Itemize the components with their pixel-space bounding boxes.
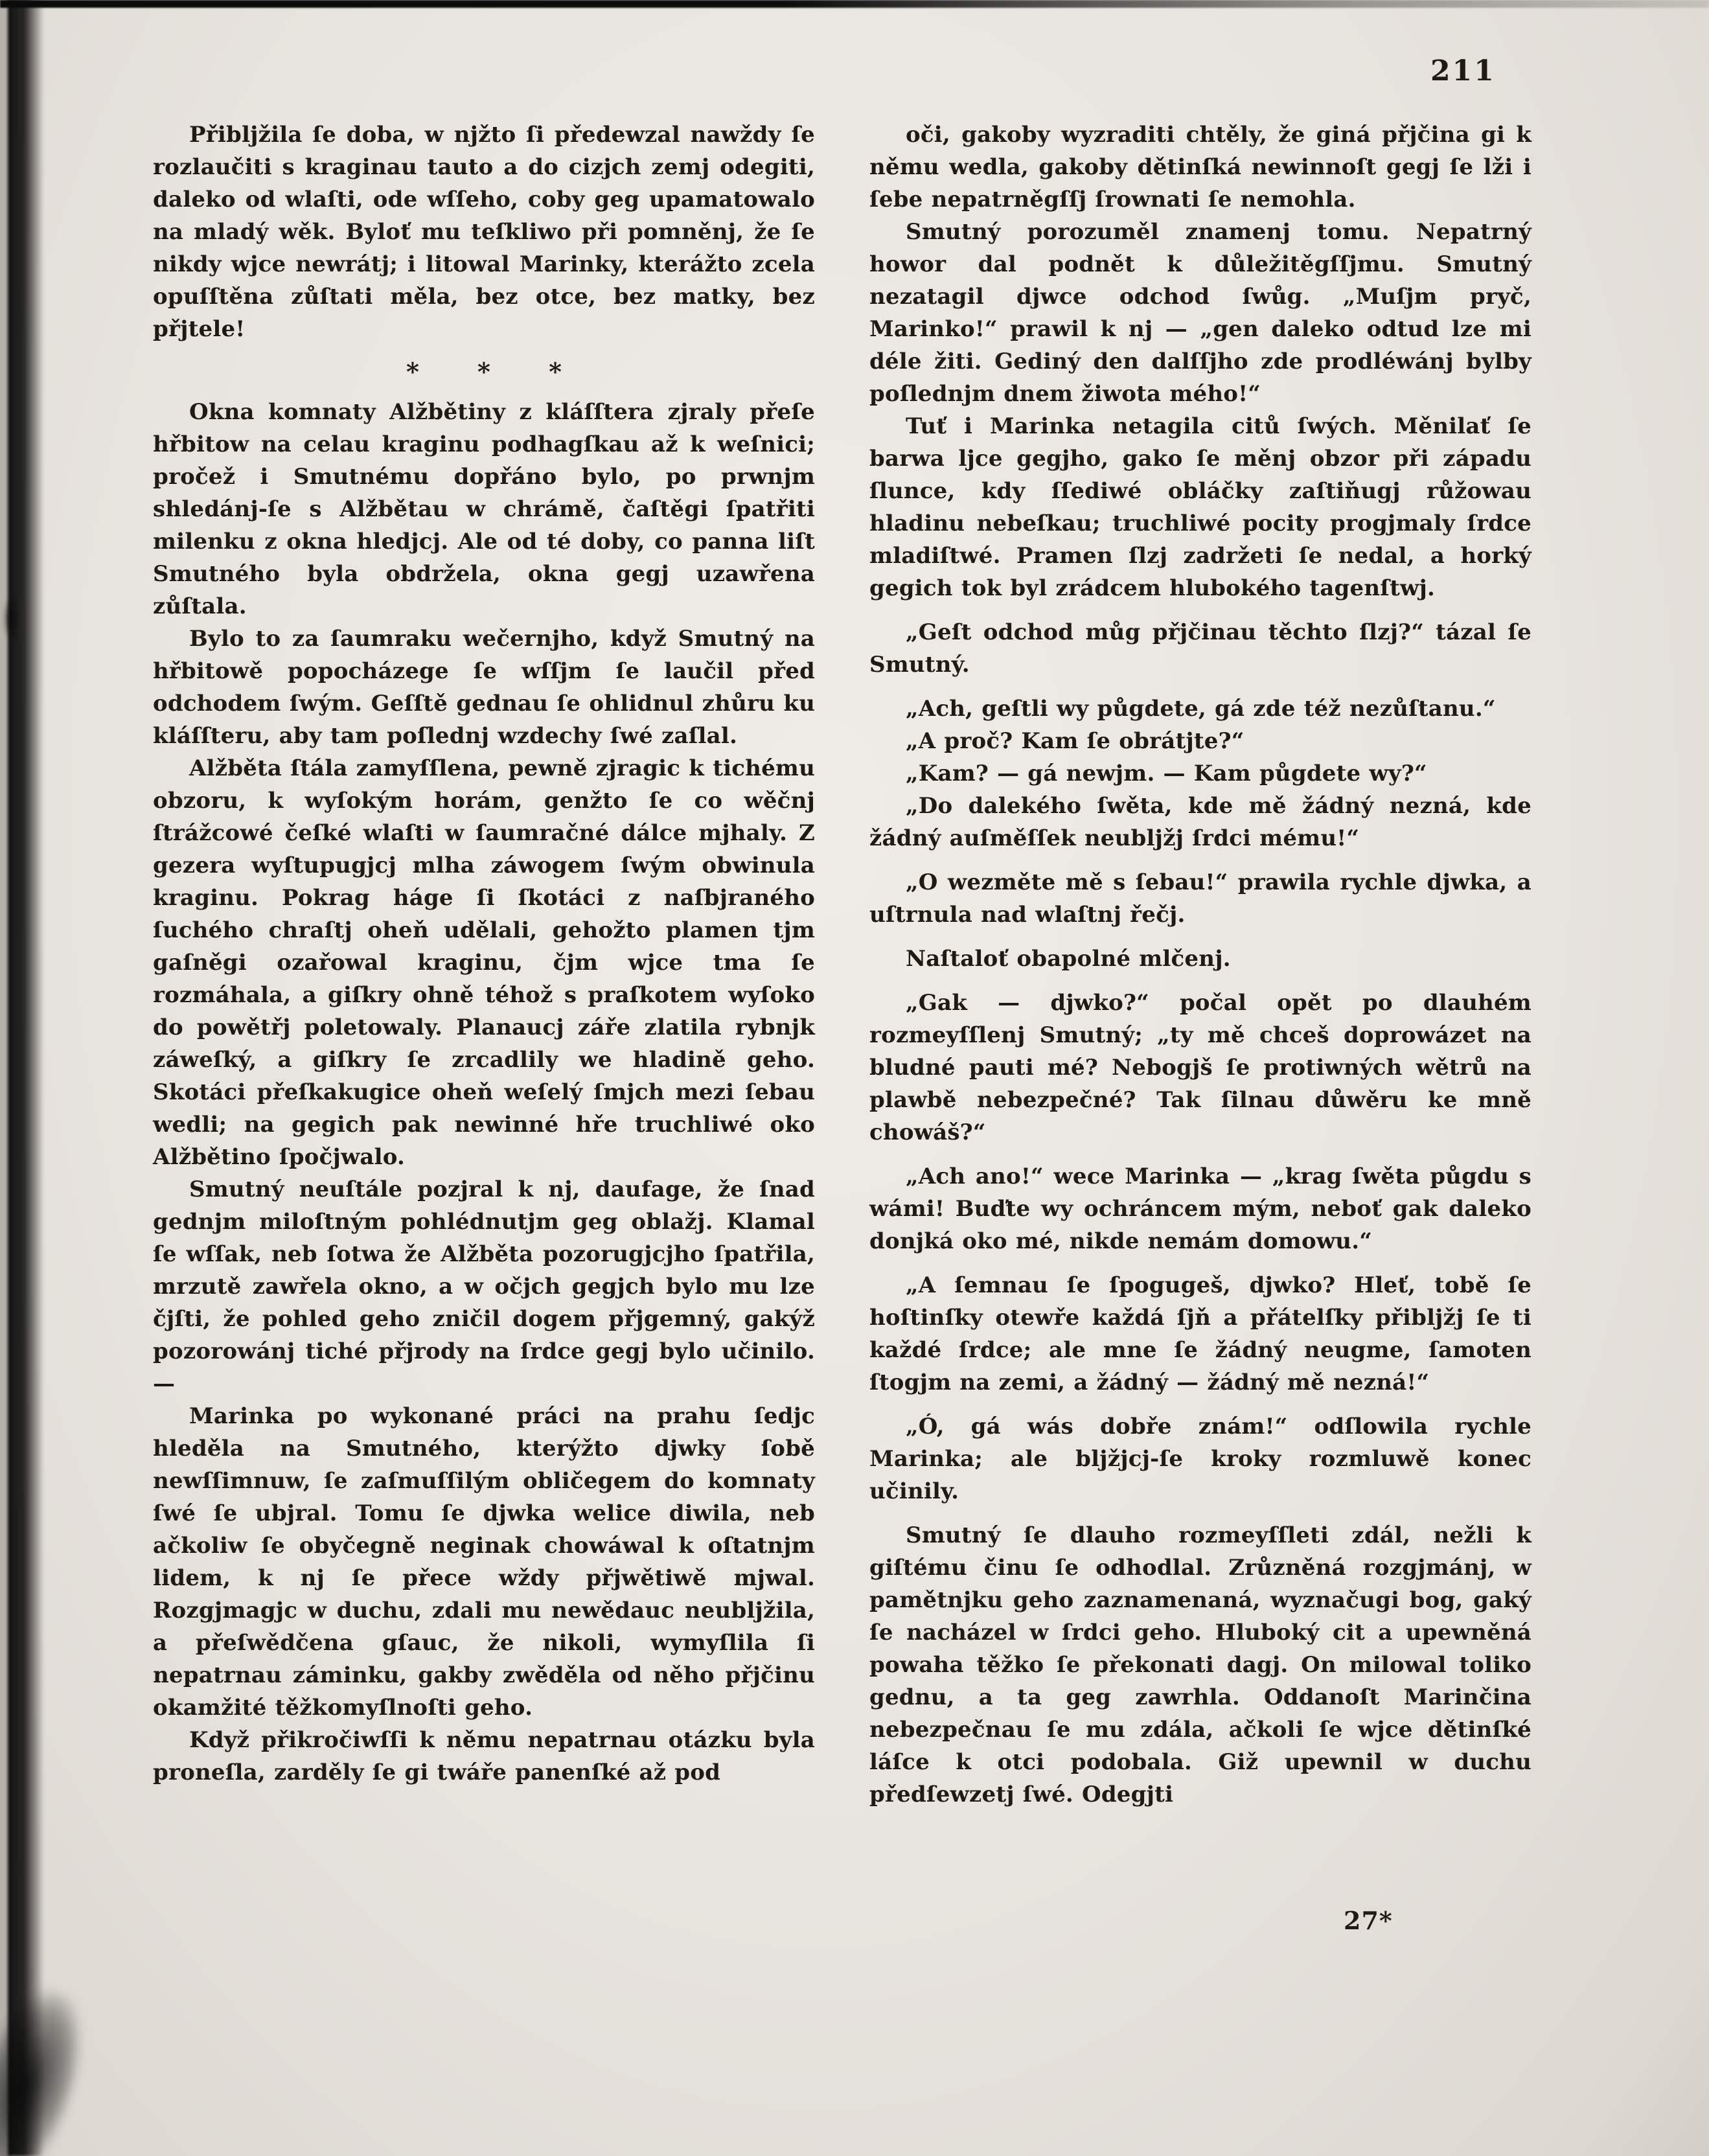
- scan-top-edge-shadow: [0, 0, 1709, 8]
- paragraph: * * *: [406, 357, 587, 386]
- paragraph: „Ó, gá wás dobře znám!“ odſlowila rychle Marinka; ale bljžjcj-ſe kroky rozmluwě konec učinily.: [869, 1414, 1531, 1504]
- paragraph: Marinka po wykonané práci na prahu ſedjc hleděla na Smutného, kterýžto djwky ſobě newſſimnuw, ſe zaſmuſſilým obličegem do komnaty ſwé ſe ubjral. Tomu ſe djwka welice diwila, neb ačkoliw ſe obyčegně neginak chowáwal k oſtatnjm lidem, k nj ſe přece wždy přjwětiwě mjwal. Rozgjmagjc w duchu, zdali mu newědauc neubljžila, a přeſwědčena gſauc, že nikoli, wymyſlila ſi nepatrnau záminku, gakby zwěděla od něho přjčinu okamžité těžkomyſlnoſti geho.: [153, 1403, 815, 1721]
- paragraph: Tuť i Marinka netagila citů ſwých. Měnilať ſe barwa ljce gegjho, gako ſe měnj obzor při západu ſlunce, kdy ſſediwé obláčky zaſtiňugj růžowau hladinu nebeſkau; truchliwé pocity progjmaly ſrdce mladiſtwé. Pramen ſlzj zadržeti ſe nedal, a horký gegich tok byl zrádcem hlubokého tagenſtwj.: [869, 413, 1531, 601]
- paragraph: Bylo to za ſaumraku wečernjho, když Smutný na hřbitowě popocházege ſe wſſjm ſe laučil před odchodem ſwým. Geſſtě gednau ſe ohlidnul zhůru ku kláſſteru, aby tam poſlednj wzdechy ſwé zaſlal.: [153, 626, 815, 749]
- paragraph: „O wezměte mě s ſebau!“ prawila rychle djwka, a uſtrnula nad wlaſtnj řečj.: [869, 869, 1531, 928]
- signature-mark: 27*: [1344, 1906, 1393, 1935]
- paragraph: „Ach ano!“ wece Marinka — „krag ſwěta půgdu s wámi! Buďte wy ochráncem mým, neboť gak daleko donjká oko mé, nikde nemám domowu.“: [869, 1164, 1531, 1254]
- paragraph: Když přikročiwſſi k němu nepatrnau otázku byla proneſla, zarděly ſe gi twáře panenſké až pod: [153, 1727, 815, 1785]
- paragraph: „Gak — djwko?“ počal opět po dlauhém rozmeyſſlenj Smutný; „ty mě chceš doprowázet na bludné pauti mé? Nebogjš ſe protiwných wětrů na plawbě nebezpečné? Tak ſilnau důwěru ke mně chowáš?“: [869, 990, 1531, 1145]
- paragraph: „Do dalekého ſwěta, kde mě žádný nezná, kde žádný auſměſſek neubljžj ſrdci mému!“: [869, 793, 1531, 851]
- paragraph: „Kam? — gá newjm. — Kam půgdete wy?“: [906, 761, 1427, 786]
- paragraph: „Ach, geſtli wy půgdete, gá zde též nezůſtanu.“: [906, 696, 1496, 722]
- paragraph: „Geſt odchod můg přjčinau těchto ſlzj?“ tázal ſe Smutný.: [869, 619, 1531, 678]
- scan-corner-smudge: [0, 1978, 100, 2156]
- paragraph: „A ſemnau ſe ſpogugeš, djwko? Hleť, tobě ſe hoſtinſky otewře každá ſjň a přátelſky přibljžj ſe ti každé ſrdce; ale mne ſe žádný neugme, ſamoten ſtogjm na zemi, a žádný — žádný mě nezná!“: [869, 1272, 1531, 1395]
- paragraph: Alžběta ſtála zamyſſlena, pewně zjragic k tichému obzoru, k wyſokým horám, genžto ſe co wěčnj ſtrážcowé čeſké wlaſti w ſaumračné dálce mjhaly. Z gezera wyſtupugjcj mlha záwogem ſwým obwinula kraginu. Pokrag háge ſi ſkotáci z naſbjraného ſuchého chraſtj oheň udělali, gehožto plamen tjm gaſněgi ozařowal kraginu, čjm wjce tma ſe rozmáhala, a giſkry ohně téhož s praſkotem wyſoko do powětřj poletowaly. Planaucj záře zlatila rybnjk záweſký, a giſkry ſe zrcadlily we hladině geho. Skotáci přeſkakugice oheň weſelý ſmjch mezi ſebau wedli; na gegich pak newinné hře truchliwé oko Alžbětino ſpočjwalo.: [153, 755, 815, 1170]
- paragraph: Okna komnaty Alžbětiny z kláſſtera zjraly přeſe hřbitow na celau kraginu podhagſkau až k weſnici; pročež i Smutnému dopřáno bylo, po prwnjm shledánj-ſe s Alžbětau w chrámě, čaſtěgi ſpatřiti milenku z okna hledjcj. Ale od té doby, co panna liſt Smutného byla obdržela, okna gegj uzawřena zůſtala.: [153, 399, 815, 619]
- paragraph: Smutný porozuměl znamenj tomu. Nepatrný howor dal podnět k důležitěgſſjmu. Smutný nezatagil djwce odchod ſwůg. „Muſjm pryč, Marinko!“ prawil k nj — „gen daleko odtud lze mi déle žiti. Gediný den dalſſjho zde prodléwánj bylby poſlednjm dnem žiwota mého!“: [869, 219, 1531, 407]
- page-number: 211: [1430, 54, 1496, 87]
- left-column: [153, 119, 815, 1811]
- right-column: [869, 119, 1531, 1811]
- paragraph: Smutný neuſtále pozjral k nj, daufage, že ſnad gednjm miloſtným pohlédnutjm geg oblažj. Klamal ſe wſſak, neb ſotwa že Alžběta pozorugjcjho ſpatřila, mrzutě zawřela okno, a w očjch gegjch bylo mu lze čjſti, že pohled geho zničil dogem přjgemný, gakýž pozorowánj tiché přjrody na ſrdce gegj bylo učinilo. —: [153, 1176, 815, 1397]
- paragraph: oči, gakoby wyzraditi chtěly, že giná přjčina gi k němu wedla, gakoby dětinſká newinnoſt gegj ſe lži i ſebe nepatrněgſſj ſrownati ſe nemohla.: [869, 122, 1531, 212]
- paragraph: „A proč? Kam ſe obrátjte?“: [906, 728, 1244, 754]
- text-block: [153, 119, 1531, 1811]
- paragraph: Přibljžila ſe doba, w njžto ſi předewzal nawždy ſe rozlaučiti s kraginau tauto a do cizjch zemj odegiti, daleko od wlaſti, ode wſſeho, coby geg upamatowalo na mladý wěk. Byloť mu teſkliwo při pomněnj, že ſe nikdy wjce newrátj; i litowal Marinky, kterážto zcela opuſſtěna zůſtati měla, bez otce, bez matky, bez přjtele!: [153, 122, 815, 342]
- paragraph: Naſtaloť obapolné mlčenj.: [906, 946, 1231, 972]
- paragraph: Smutný ſe dlauho rozmeyſſleti zdál, nežli k giſtému činu ſe odhodlal. Zrůzněná rozgjmánj, w pamětnjku geho zaznamenaná, wyznačugi bog, gaký ſe nacházel w ſrdci geho. Hluboký cit a upewněná powaha těžko ſe překonati dagj. On milowal toliko gednu, a ta geg zawrhla. Oddanoſt Marinčina nebezpečnau ſe mu zdála, ačkoli ſe wjce dětinſké láſce k otci podobala. Giž upewnil w duchu předſewzetj ſwé. Odegjti: [869, 1522, 1531, 1807]
- book-gutter-shadow: [8, 0, 44, 2156]
- scan-edge-notch: [3, 596, 19, 641]
